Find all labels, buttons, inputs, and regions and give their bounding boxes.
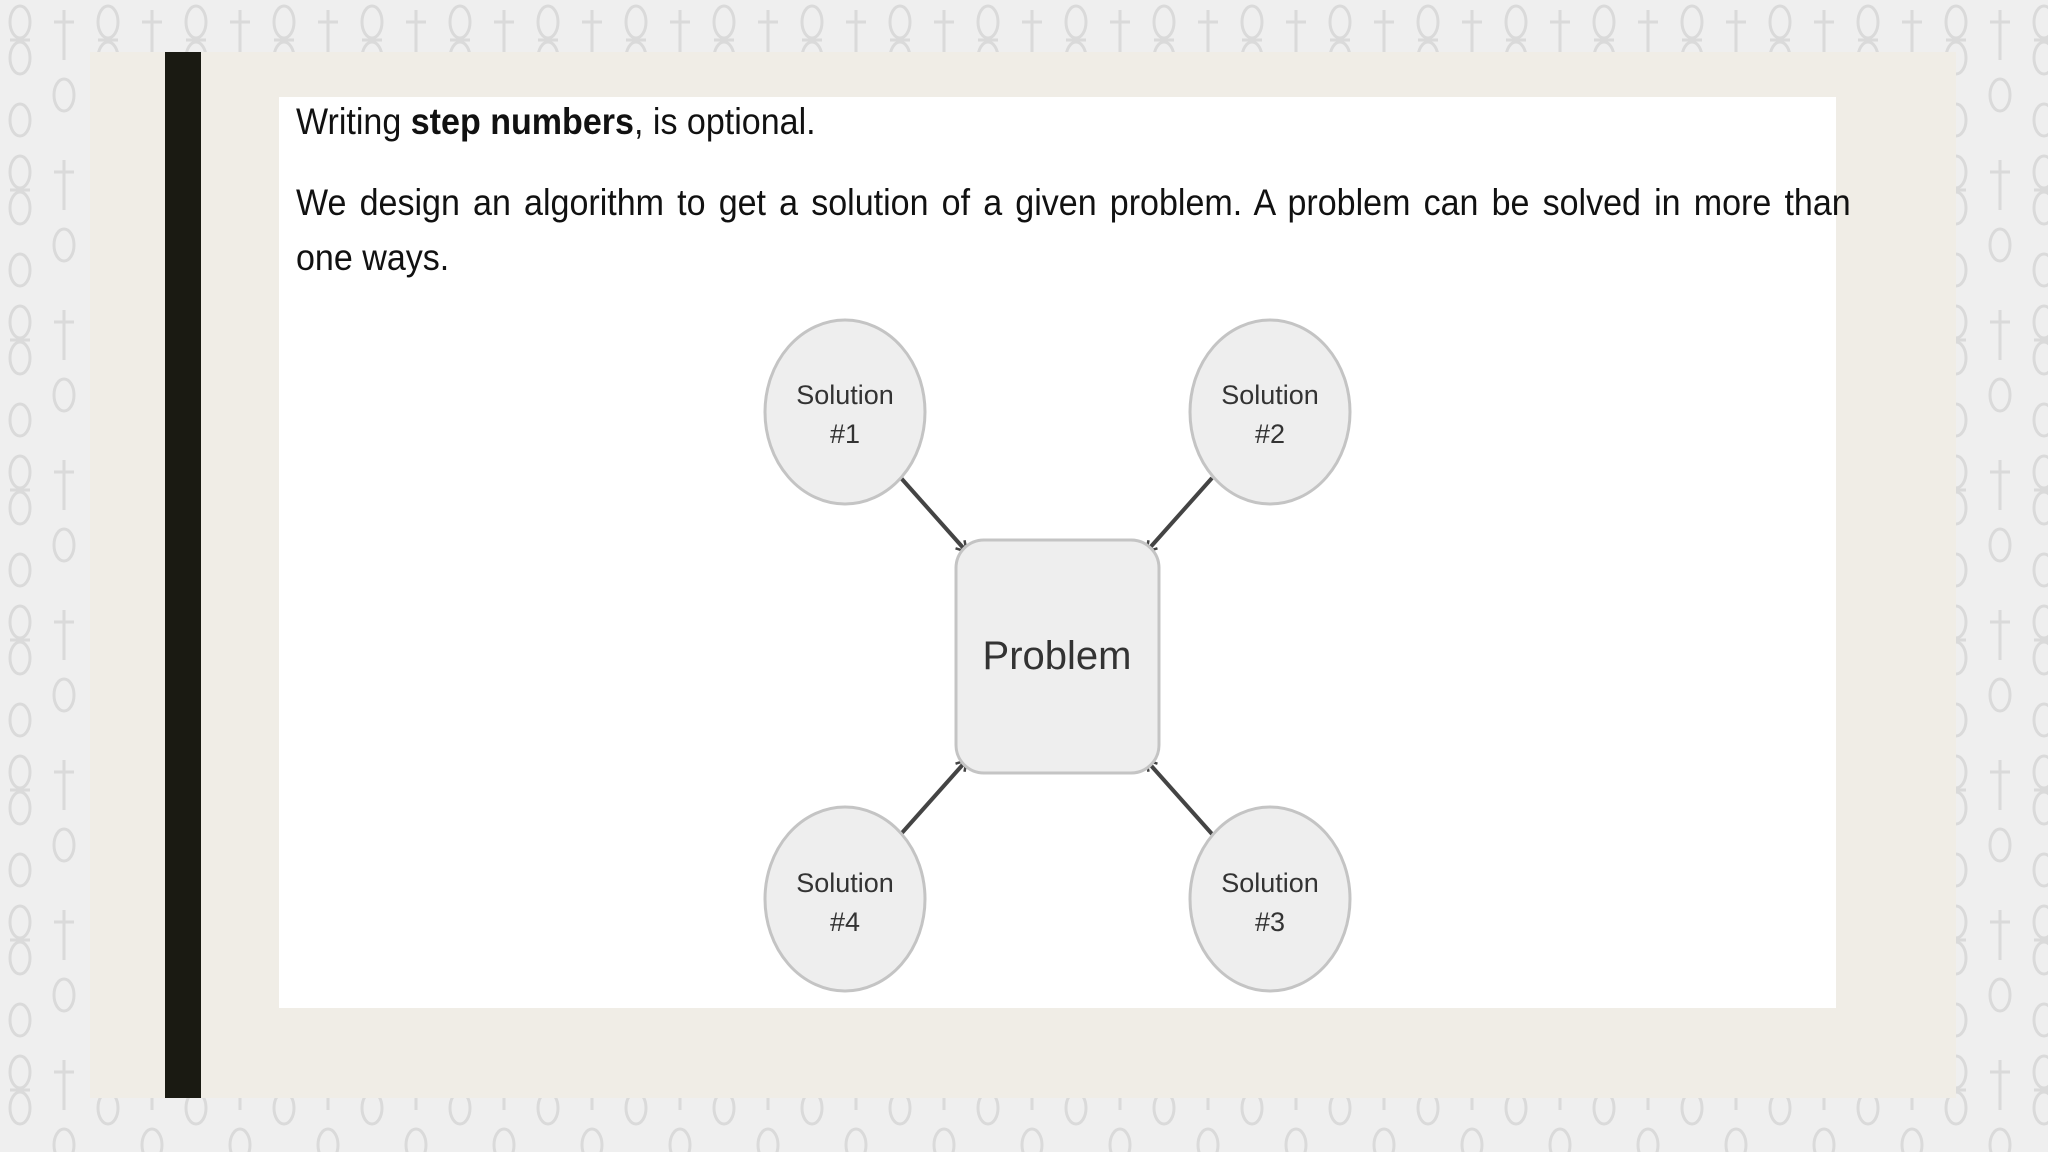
accent-bar xyxy=(165,52,201,1098)
solution-1-label-line-2: #1 xyxy=(829,419,861,449)
algorithm-description-line-1: We design an algorithm to get a solution of a given problem. A problem can be solved in more than xyxy=(296,182,1851,223)
solution-3-label-line-2: #3 xyxy=(1254,907,1286,937)
algorithm-description-line-2: one ways. xyxy=(296,237,450,278)
solution-2-node xyxy=(1190,320,1350,504)
text-suffix: , is optional. xyxy=(633,101,816,142)
arrow-solution-3-to-problem xyxy=(1147,761,1212,834)
solution-3-node xyxy=(1190,807,1350,991)
solution-4-node xyxy=(765,807,925,991)
solution-4-label-line-2: #4 xyxy=(829,907,861,937)
solution-3-label-line-1: Solution xyxy=(1221,868,1319,898)
solution-4-label-line-1: Solution xyxy=(796,868,894,898)
solution-2-label-line-2: #2 xyxy=(1254,419,1286,449)
solution-1-label-line-1: Solution xyxy=(796,380,894,410)
arrow-solution-1-to-problem xyxy=(901,478,966,551)
problem-solutions-diagram xyxy=(279,97,1836,1008)
solution-1-node xyxy=(765,320,925,504)
solution-2-label-line-1: Solution xyxy=(1221,380,1319,410)
text-prefix: Writing xyxy=(296,101,411,142)
arrow-solution-2-to-problem xyxy=(1147,478,1212,551)
problem-label: Problem xyxy=(982,634,1132,678)
text-bold-step-numbers: step numbers xyxy=(410,101,634,142)
arrow-solution-4-to-problem xyxy=(901,761,966,834)
content-card xyxy=(279,97,1851,1008)
